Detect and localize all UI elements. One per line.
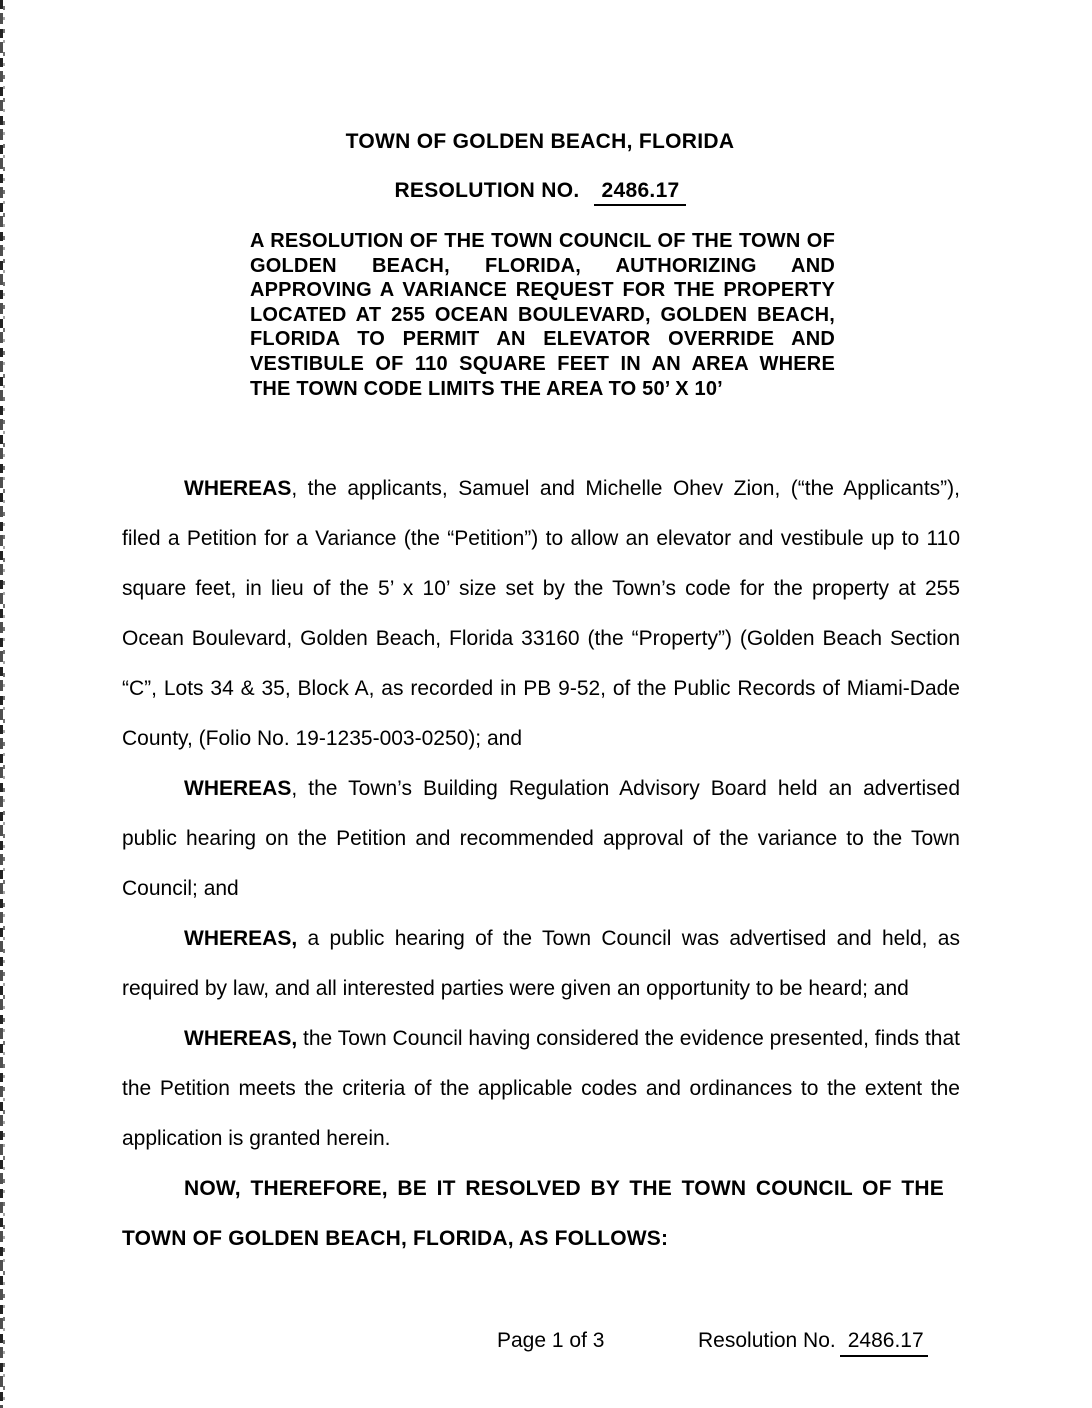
whereas-paragraph-2 [122,764,960,914]
footer-resolution-label: Resolution No. [698,1329,836,1352]
whereas-keyword: WHEREAS, [184,927,298,950]
whereas-keyword: WHEREAS [184,477,292,500]
resolution-number: 2486.17 [594,179,686,206]
paragraph-text: , the applicants, Samuel and Michelle Ohev Zion, (“the Applicants”), filed a Petition for a Variance (the “Petition”) to allow an elevator and vestibule up to 110 square feet, in lieu of the 5’ x 10’ size set by the Town’s code for the property at 255 Ocean Boulevard, Golden Beach, Florida 33160 (the “Property”) (Golden Beach Section “C”, Lots 34 & 35, Block A, as recorded in PB 9-52, of the Public Records of Miami-Dade County, (Folio No. 19-1235-003-0250); and [122,477,960,750]
paragraph-text: a public hearing of the Town Council was advertised and held, as required by law, and all interested parties were given an opportunity to be heard; and [122,927,960,1000]
whereas-paragraph-4 [122,1014,960,1164]
resolution-number-line [0,179,1080,206]
page-indicator: Page 1 of 3 [497,1329,605,1352]
whereas-keyword: WHEREAS [184,777,292,800]
paragraph-text: , the Town’s Building Regulation Advisory Board held an advertised public hearing on the Petition and recommended approval of the variance to the Town Council; and [122,777,960,900]
whereas-keyword: WHEREAS, [184,1027,298,1050]
document-body [122,464,960,1264]
document-title: TOWN OF GOLDEN BEACH, FLORIDA [345,130,735,153]
whereas-paragraph-1 [122,464,960,764]
whereas-paragraph-3 [122,914,960,1014]
paragraph-text: the Town Council having considered the evidence presented, finds that the Petition meets the criteria of the applicable codes and ordinances to the extent the application is granted herein. [122,1027,960,1150]
scan-edge-artifact [0,0,6,1408]
resolution-caption: A RESOLUTION OF THE TOWN COUNCIL OF THE TOWN OF GOLDEN BEACH, FLORIDA, AUTHORIZING AND APPROVING A VARIANCE REQUEST FOR THE PROPERTY LOCATED AT 255 OCEAN BOULEVARD, GOLDEN BEACH, FLORIDA TO PERMIT AN ELEVATOR OVERRIDE AND VESTIBULE OF 110 SQUARE FEET IN AN AREA WHERE THE TOWN CODE LIMITS THE AREA TO 50’ X 10’ [250,230,835,400]
resolution-label: RESOLUTION NO. [394,179,580,202]
resolved-clause: NOW, THEREFORE, BE IT RESOLVED BY THE TOWN COUNCIL OF THE TOWN OF GOLDEN BEACH, FLORIDA, AS FOLLOWS: [122,1177,944,1250]
footer-resolution-line [698,1329,928,1357]
footer-resolution-number: 2486.17 [840,1329,928,1357]
